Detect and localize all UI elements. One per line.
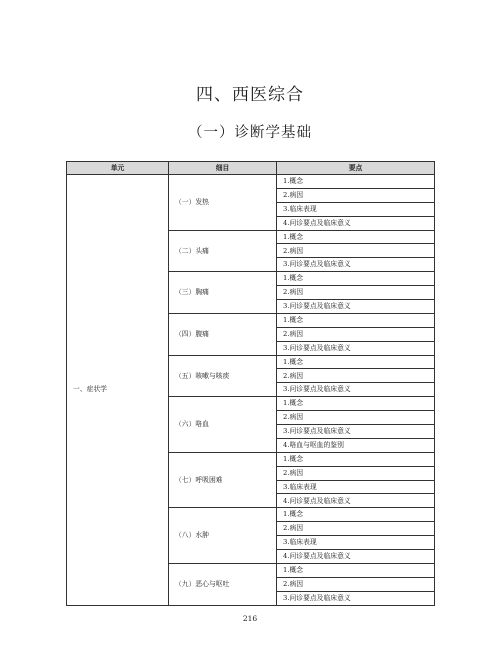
item-cell: （八）水肿: [169, 508, 277, 564]
table-header-row: [67, 162, 435, 175]
point-cell: 3.问诊要点及临床意义: [277, 258, 435, 272]
item-cell: （四）腹痛: [169, 313, 277, 355]
point-cell: 2.病因: [277, 369, 435, 383]
point-cell: 1.概念: [277, 230, 435, 244]
syllabus-table: [66, 161, 435, 606]
point-cell: 2.病因: [277, 327, 435, 341]
point-cell: 1.概念: [277, 452, 435, 466]
point-cell: 1.概念: [277, 313, 435, 327]
point-cell: 3.问诊要点及临床意义: [277, 383, 435, 397]
point-cell: 2.病因: [277, 244, 435, 258]
point-cell: 1.概念: [277, 355, 435, 369]
item-cell: （五）咳嗽与咳痰: [169, 355, 277, 397]
header-points: 要点: [277, 162, 435, 175]
point-cell: 1.概念: [277, 272, 435, 286]
table-body: [67, 175, 435, 606]
point-cell: 1.概念: [277, 397, 435, 411]
point-cell: 3.问诊要点及临床意义: [277, 591, 435, 605]
point-cell: 3.问诊要点及临床意义: [277, 425, 435, 439]
point-cell: 4.问诊要点及临床意义: [277, 216, 435, 230]
point-cell: 4.咯血与呕血的鉴别: [277, 438, 435, 452]
section-subtitle: （一）诊断学基础: [188, 125, 312, 141]
item-cell: （三）胸痛: [169, 272, 277, 314]
point-cell: 2.病因: [277, 188, 435, 202]
item-cell: （二）头痛: [169, 230, 277, 272]
point-cell: 4.问诊要点及临床意义: [277, 550, 435, 564]
item-cell: （六）咯血: [169, 397, 277, 453]
table-row: [67, 175, 435, 189]
point-cell: 2.病因: [277, 411, 435, 425]
point-cell: 2.病因: [277, 466, 435, 480]
item-cell: （一）发热: [169, 175, 277, 231]
header-item: 细目: [169, 162, 277, 175]
item-cell: （七）呼吸困难: [169, 452, 277, 508]
point-cell: 3.临床表现: [277, 480, 435, 494]
point-cell: 1.概念: [277, 508, 435, 522]
point-cell: 3.临床表现: [277, 536, 435, 550]
item-cell: （九）恶心与呕吐: [169, 563, 277, 605]
point-cell: 1.概念: [277, 175, 435, 189]
page-title: 四、西医综合: [196, 85, 304, 105]
point-cell: 3.问诊要点及临床意义: [277, 341, 435, 355]
point-cell: 3.临床表现: [277, 202, 435, 216]
point-cell: 2.病因: [277, 286, 435, 300]
point-cell: 3.问诊要点及临床意义: [277, 300, 435, 314]
point-cell: 2.病因: [277, 522, 435, 536]
unit-cell: 一、症状学: [67, 175, 169, 606]
point-cell: 1.概念: [277, 563, 435, 577]
point-cell: 2.病因: [277, 577, 435, 591]
page-number: 216: [242, 614, 258, 623]
header-unit: 单元: [67, 162, 169, 175]
point-cell: 4.问诊要点及临床意义: [277, 494, 435, 508]
